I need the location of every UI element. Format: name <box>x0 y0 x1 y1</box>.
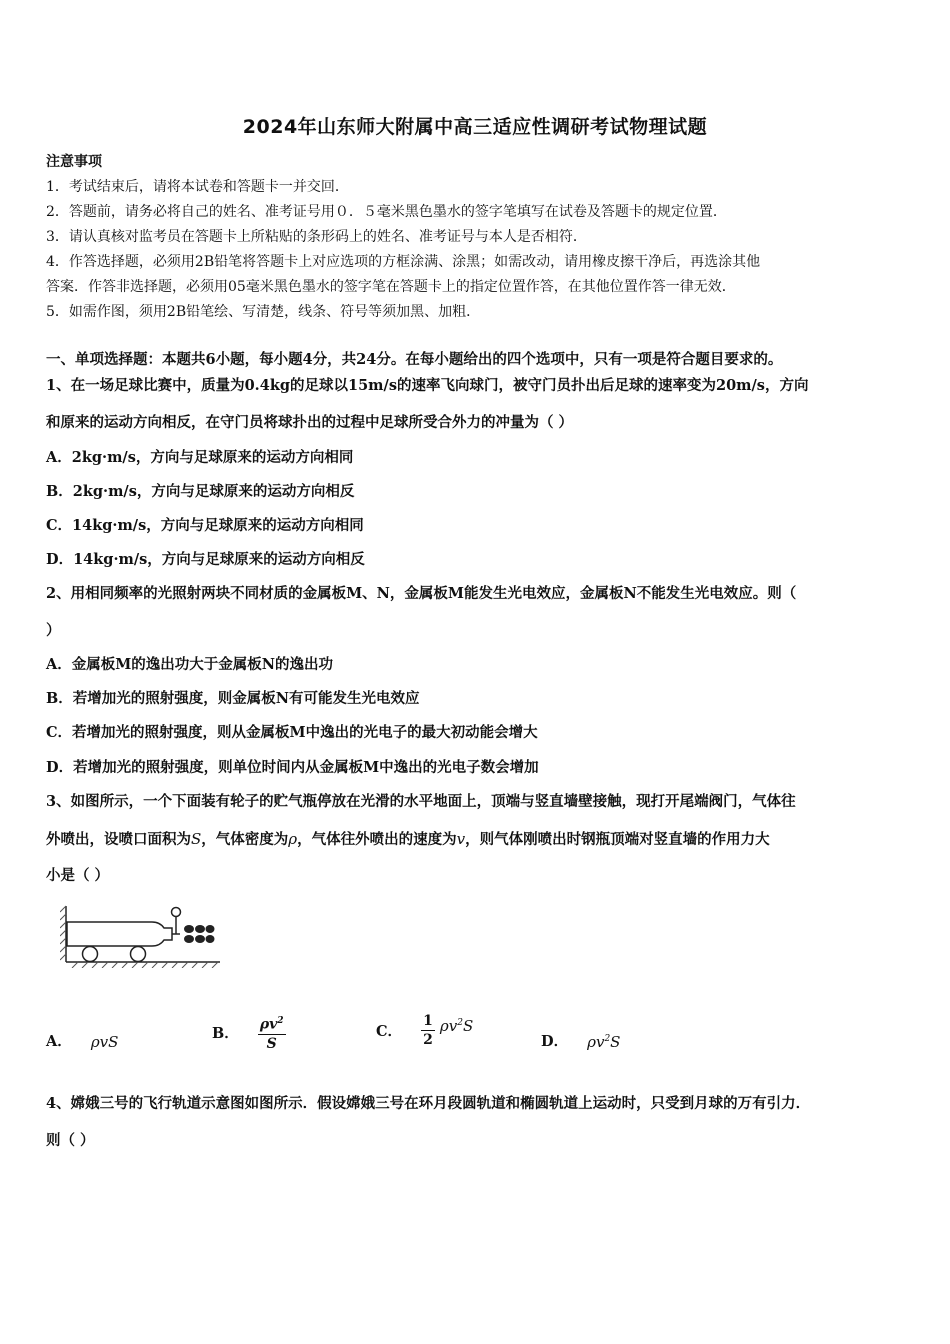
q3-answer-d <box>541 1030 620 1051</box>
formula-c-denominator: 2 <box>423 1032 433 1048</box>
q3-answer-c <box>376 1012 473 1049</box>
answer-label: B． <box>212 1024 239 1042</box>
q3-stem-line3: 小是（ ） <box>46 867 110 884</box>
formula-b <box>258 1012 286 1053</box>
formula-a: ρvS <box>90 1033 119 1051</box>
notice-item: 2．答题前，请务必将自己的姓名、准考证号用０．５毫米黑色墨水的签字笔填写在试卷及答题卡的规定位置． <box>46 204 727 220</box>
q3-stem-line1: 3、如图所示，一个下面装有轮子的贮气瓶停放在光滑的水平地面上，顶端与竖直墙壁接触，现打开尾端阀门，气体往 <box>46 793 796 810</box>
q2-option-a: A．金属板M的逸出功大于金属板N的逸出功 <box>46 656 334 673</box>
q3-answer-a <box>46 1030 118 1051</box>
notice-item: 答案．作答非选择题，必须用05毫米黑色墨水的签字笔在答题卡上的指定位置作答，在其他位置作答一律无效． <box>46 279 736 295</box>
answer-label: A． <box>46 1033 72 1050</box>
formula-c-tail: S <box>462 1016 474 1035</box>
formula-c-numerator: 1 <box>423 1013 433 1029</box>
formula-b-numerator: ρv <box>259 1016 278 1033</box>
q3-stem-text: ，气体密度为 <box>201 831 289 848</box>
formula-d-expr: ρv <box>587 1033 605 1051</box>
notice-item: 4．作答选择题，必须用2B铅笔将答题卡上对应选项的方框涂满、涂黑；如需改动，请用橡皮擦干净后，再选涂其他 <box>46 254 761 270</box>
q2-option-c: C．若增加光的照射强度，则从金属板M中逸出的光电子的最大初动能会增大 <box>46 724 538 741</box>
notice-item: 3．请认真核对监考员在答题卡上所粘贴的条形码上的姓名、准考证号与本人是否相符． <box>46 229 587 245</box>
gas-cylinder-figure <box>60 902 225 968</box>
exponent: 2 <box>277 1016 284 1026</box>
q4-stem-line1: 4、嫦娥三号的飞行轨道示意图如图所示．假设嫦娥三号在环月段圆轨道和椭圆轨道上运动时，只受到月球的万有引力． <box>46 1095 811 1112</box>
q3-answer-b <box>212 1012 286 1053</box>
section-heading: 一、单项选择题：本题共6小题，每小题4分，共24分。在每小题给出的四个选项中，只有一项是符合题目要求的。 <box>46 351 783 368</box>
answer-label: D． <box>541 1033 569 1050</box>
q2-option-d: D．若增加光的照射强度，则单位时间内从金属板M中逸出的光电子数会增加 <box>46 759 539 776</box>
formula-c <box>440 1017 473 1035</box>
q3-stem-text: ，则气体刚喷出时钢瓶顶端对竖直墙的作用力大 <box>465 831 770 848</box>
page-title: 2024年山东师大附属中高三适应性调研考试物理试题 <box>242 116 708 138</box>
q1-option-a: A．2kg·m/s，方向与足球原来的运动方向相同 <box>46 449 354 466</box>
formula-b-denominator: S <box>266 1035 277 1052</box>
q1-stem-line2: 和原来的运动方向相反，在守门员将球扑出的过程中足球所受合外力的冲量为（ ） <box>46 414 574 431</box>
notice-item: 5．如需作图，须用2B铅笔绘、写清楚，线条、符号等须加黑、加粗． <box>46 304 481 320</box>
q2-stem-line1: 2、用相同频率的光照射两块不同材质的金属板M、N，金属板M能发生光电效应，金属板N不能发生光电效应。则（ <box>46 585 797 602</box>
notice-heading: 注意事项 <box>46 154 102 170</box>
q2-stem-line2: ） <box>46 622 61 639</box>
formula-c-fraction <box>421 1012 435 1049</box>
q1-stem-line1: 1、在一场足球比赛中，质量为0.4kg的足球以15m/s的速率飞向球门，被守门员扑出后足球的速率变为20m/s，方向 <box>46 377 809 394</box>
exponent: 2 <box>604 1034 611 1044</box>
q2-option-b: B．若增加光的照射强度，则金属板N有可能发生光电效应 <box>46 690 420 707</box>
q3-stem-text: 外喷出，设喷口面积为 <box>46 831 191 848</box>
formula-c-expr: ρv <box>439 1016 458 1035</box>
q1-option-b: B．2kg·m/s，方向与足球原来的运动方向相反 <box>46 483 355 500</box>
answer-label: C． <box>376 1023 403 1040</box>
var-v: v <box>456 830 466 848</box>
q1-option-c: C．14kg·m/s，方向与足球原来的运动方向相同 <box>46 517 364 534</box>
var-s: S <box>191 830 202 848</box>
formula-d-tail: S <box>610 1033 621 1051</box>
q3-stem-line2 <box>46 829 770 850</box>
q1-option-d: D．14kg·m/s，方向与足球原来的运动方向相反 <box>46 551 365 568</box>
notice-item: 1．考试结束后，请将本试卷和答题卡一并交回． <box>46 179 349 195</box>
q3-stem-text: ，气体往外喷出的速度为 <box>297 831 457 848</box>
exponent: 2 <box>457 1017 463 1028</box>
q4-stem-line2: 则（ ） <box>46 1132 95 1149</box>
formula-d <box>587 1033 620 1051</box>
var-rho: ρ <box>288 830 298 848</box>
